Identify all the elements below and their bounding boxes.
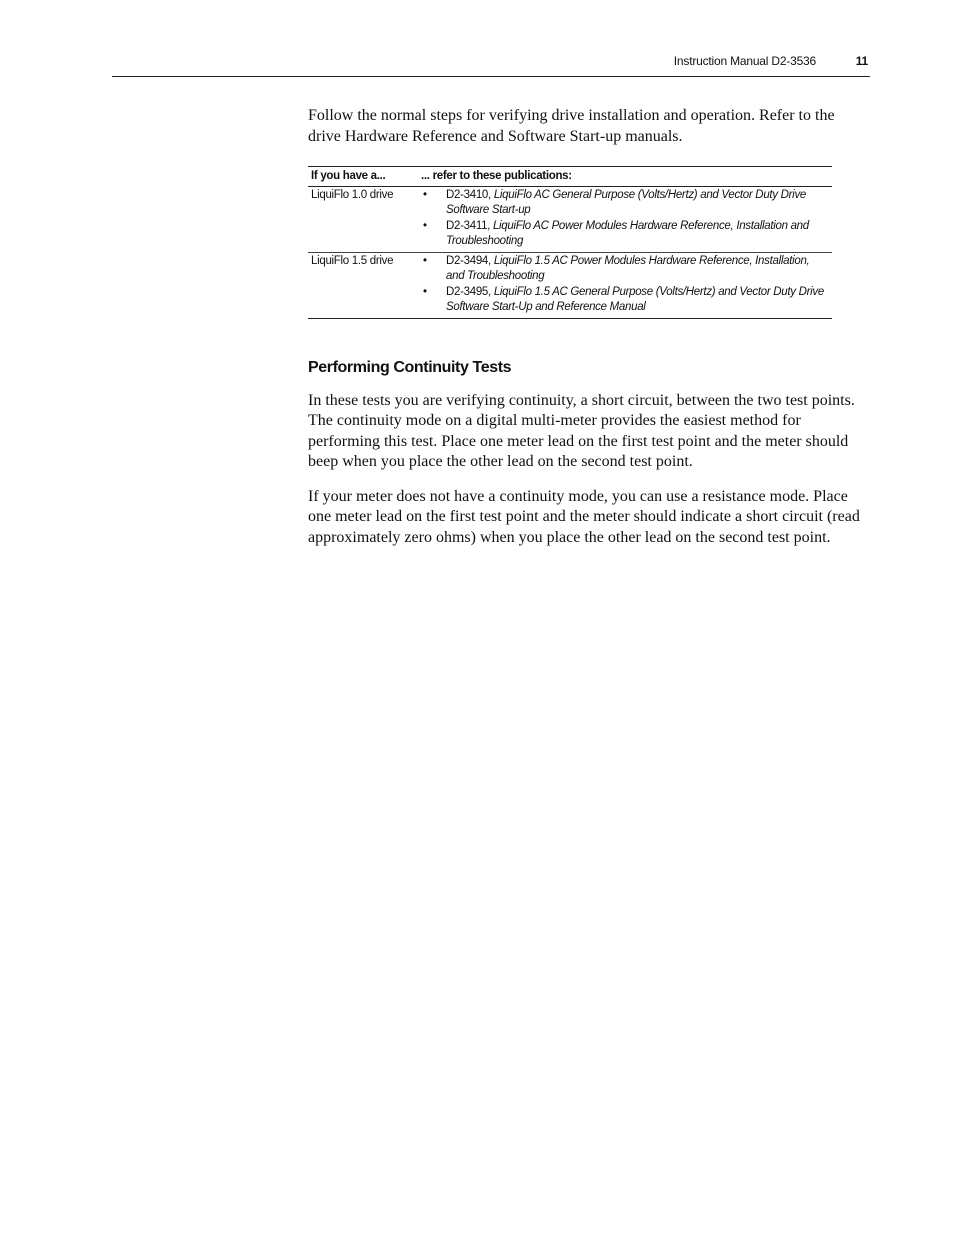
- publication-number: D2-3410,: [446, 188, 494, 201]
- publication-list: [421, 188, 828, 250]
- document-title: Instruction Manual D2-3536: [673, 54, 816, 68]
- bullet-icon: •: [423, 285, 427, 298]
- body-paragraph: In these tests you are verifying continuity, a short circuit, between the two test points. The continuity mode on a digital multi-meter provides the easiest method for performing this test. Place one meter lead on the first test point and the meter should beep when you place the other lead on the second test point.: [308, 391, 855, 470]
- bullet-icon: •: [423, 219, 427, 232]
- publication-title: LiquiFlo 1.5 AC Power Modules Hardware Reference, Installation, and Troubleshooting: [446, 254, 810, 282]
- body-paragraph: If your meter does not have a continuity mode, you can use a resistance mode. Place one meter lead on the first test point and the meter should indicate a short circuit (read approximately zero ohms) when you place the other lead on the second test point.: [308, 487, 860, 546]
- page-content: [308, 106, 870, 562]
- page-header: [112, 52, 870, 77]
- publication-item: [421, 285, 828, 316]
- publication-number: D2-3411,: [446, 219, 493, 232]
- publication-title: LiquiFlo 1.5 AC General Purpose (Volts/Hertz) and Vector Duty Drive Software Start-Up and Reference Manual: [446, 285, 824, 313]
- table-row: [308, 252, 832, 318]
- page-number: 11: [855, 54, 868, 68]
- publication-number: D2-3494,: [446, 254, 494, 267]
- bullet-icon: •: [423, 254, 427, 267]
- publication-number: D2-3495,: [446, 285, 494, 298]
- drive-cell: LiquiFlo 1.0 drive: [308, 186, 418, 252]
- table-row: [308, 186, 832, 252]
- publications-table: [308, 166, 832, 319]
- table-header-row: [308, 167, 832, 187]
- publication-title: LiquiFlo AC Power Modules Hardware Reference, Installation and Troubleshooting: [446, 219, 809, 247]
- publication-title: LiquiFlo AC General Purpose (Volts/Hertz) and Vector Duty Drive Software Start-up: [446, 188, 806, 216]
- publications-cell: [418, 186, 832, 252]
- bullet-icon: •: [423, 188, 427, 201]
- column-header-publications: ... refer to these publications:: [418, 167, 832, 187]
- publications-cell: [418, 252, 832, 318]
- publication-item: [421, 254, 828, 285]
- publication-item: [421, 188, 828, 219]
- column-header-drive: If you have a...: [308, 167, 418, 187]
- drive-cell: LiquiFlo 1.5 drive: [308, 252, 418, 318]
- intro-paragraph: Follow the normal steps for verifying drive installation and operation. Refer to the drive Hardware Reference and Software Start-up manuals.: [308, 107, 835, 145]
- section-heading: Performing Continuity Tests: [308, 358, 512, 376]
- publication-item: [421, 219, 828, 250]
- publication-list: [421, 254, 828, 316]
